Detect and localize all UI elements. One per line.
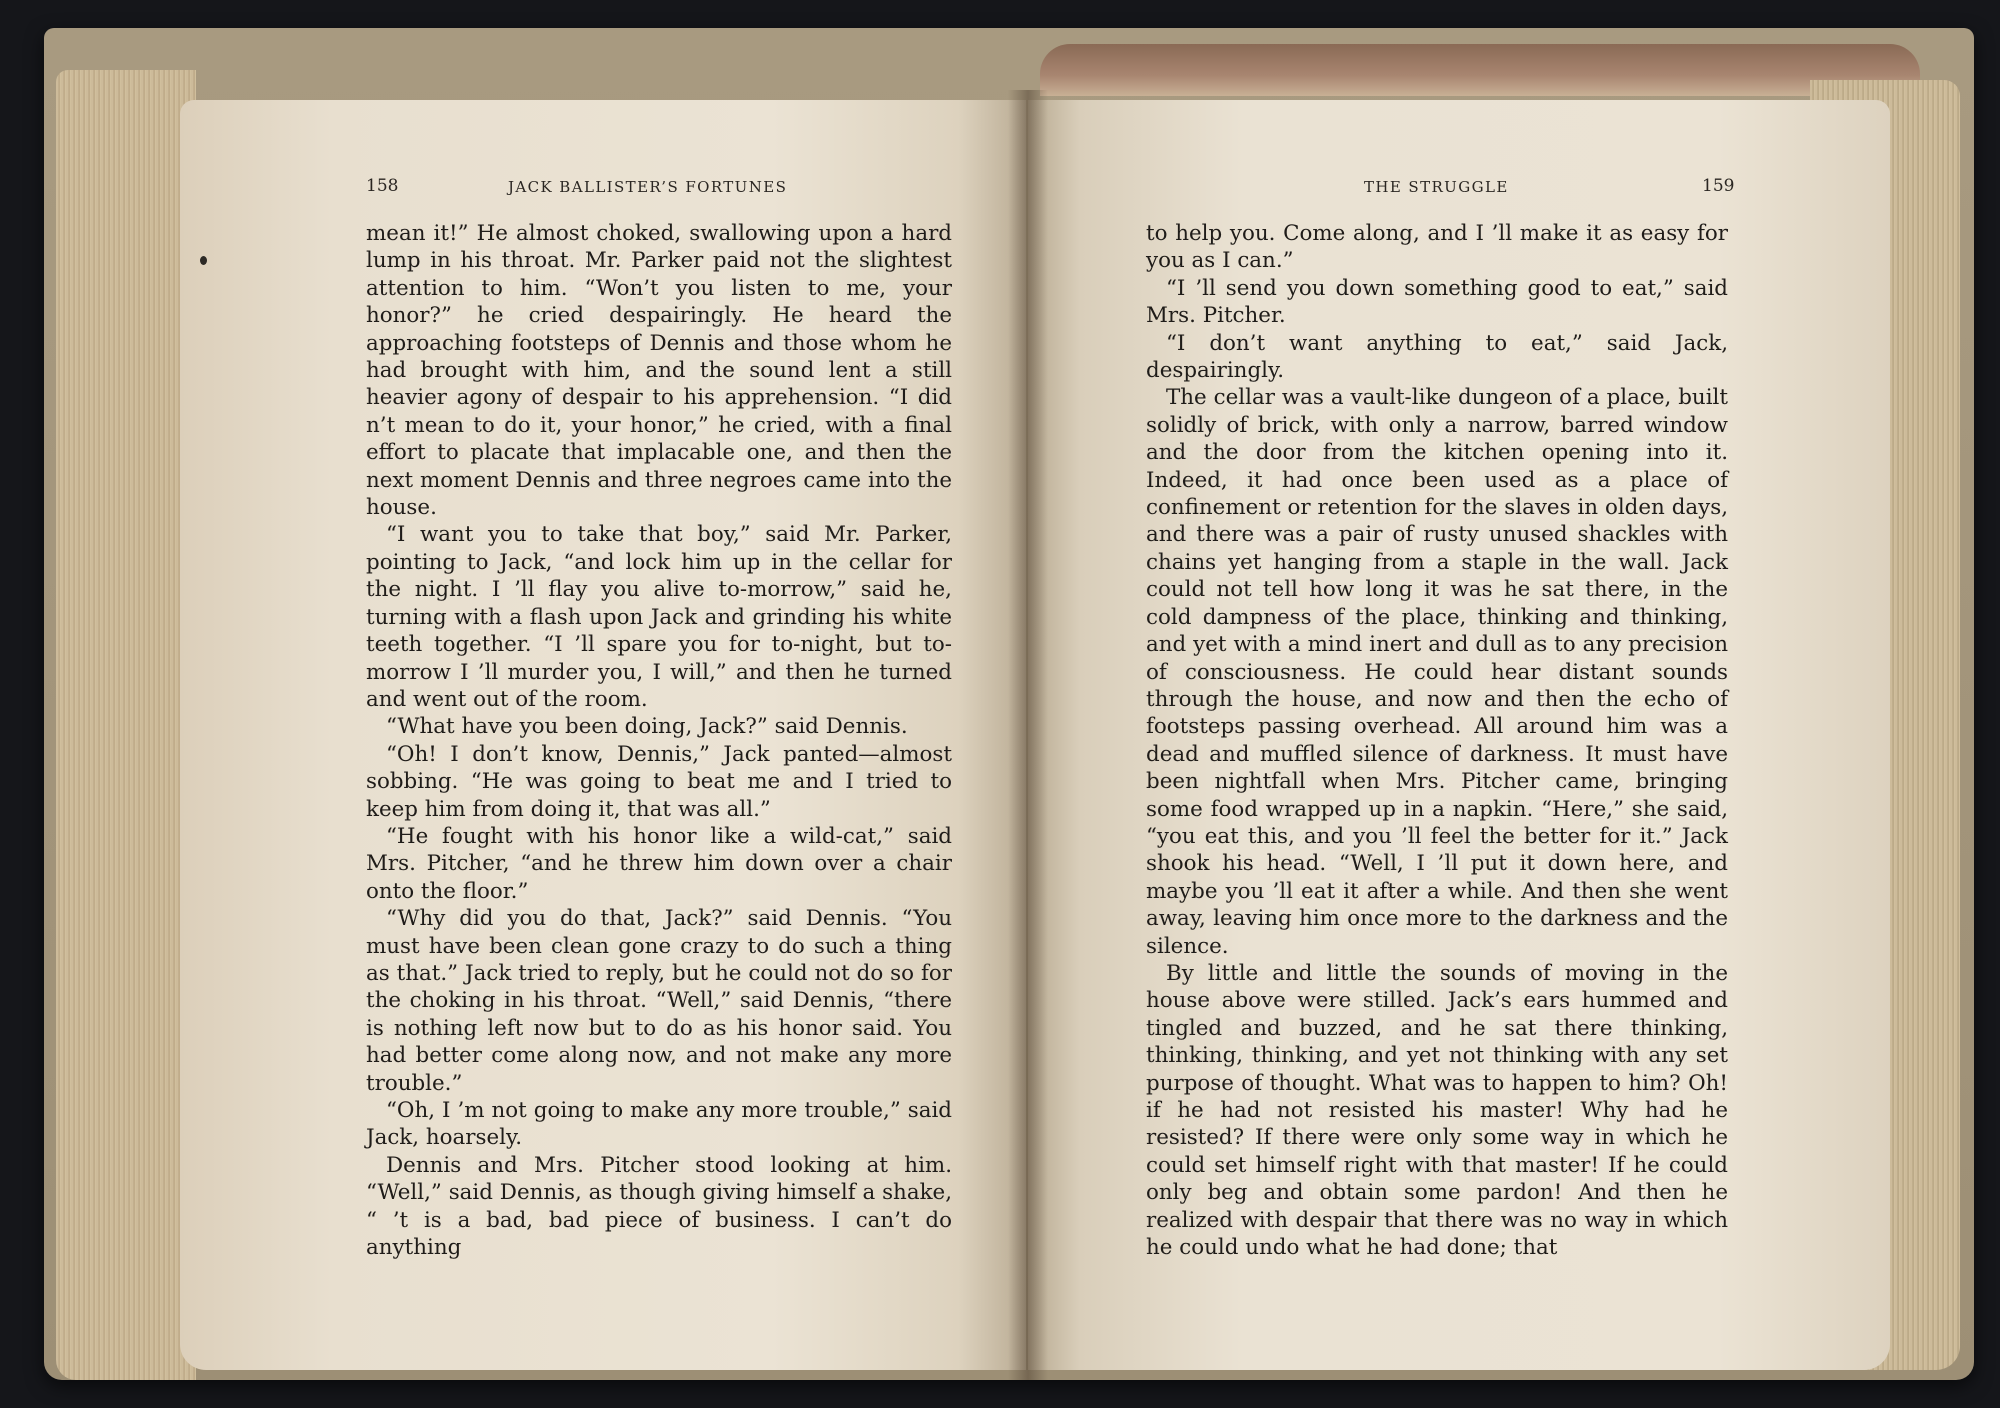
left-running-head: JACK BALLISTER’S FORTUNES <box>508 178 788 196</box>
left-page-header <box>366 176 806 200</box>
right-page-text <box>1146 220 1728 1261</box>
paragraph: The cellar was a vault-like dungeon of a place, built solidly of brick, with only a narrow, barred window and the door from the kitchen opening into it. Indeed, it had once been used as a place of confinement or retention for the slaves in olden days, and there was a pair of rusty unused shackles with chains yet hanging from a staple in the wall. Jack could not tell how long it was he sat there, in the cold dampness of the place, thinking and thinking, and yet with a mind inert and dull as to any precision of consciousness. He could hear distant sounds through the house, and now and then the echo of footsteps passing overhead. All around him was a dead and muffled silence of darkness. It must have been nightfall when Mrs. Pitcher came, bringing some food wrapped up in a napkin. “Here,” she said, “you eat this, and you ’ll feel the better for it.” Jack shook his head. “Well, I ’ll put it down here, and maybe you ’ll eat it after a while. And then she went away, leaving him once more to the darkness and the silence. <box>1146 385 1728 959</box>
paragraph: “I want you to take that boy,” said Mr. Parker, pointing to Jack, “and lock him up in the cellar for the night. I ’ll flay you alive to-morrow,” said he, turning with a flash upon Jack and grinding his white teeth together. “I ’ll spare you for to-night, but to-morrow I ’ll murder you, I will,” and then he turned and went out of the room. <box>366 522 952 712</box>
right-running-head: THE STRUGGLE <box>1364 178 1509 196</box>
paragraph: “He fought with his honor like a wild-cat,” said Mrs. Pitcher, “and he threw him down over a chair onto the floor.” <box>366 823 952 904</box>
ink-spot <box>200 256 207 265</box>
right-page-number: 159 <box>1702 176 1735 196</box>
paragraph: “What have you been doing, Jack?” said Dennis. <box>386 714 908 740</box>
paragraph: By little and little the sounds of moving in the house above were stilled. Jack’s ears hummed and tingled and buzzed, and he sat there thinking, thinking, thinking, and yet not thinking with any set purpose of thought. What was to happen to him? Oh! if he had not resisted his master! Why had he resisted? If there were only some way in which he could set himself right with that master! If he could only beg and obtain some pardon! And then he realized with despair that there was no way in which he could undo what he had done; that <box>1146 960 1728 1261</box>
right-page-header <box>1364 176 1735 200</box>
paragraph: “Oh, I ’m not going to make any more trouble,” said Jack, hoarsely. <box>366 1098 952 1151</box>
paragraph: “I don’t want anything to eat,” said Jack, despairingly. <box>1146 330 1728 384</box>
left-page-number: 158 <box>366 176 399 196</box>
paragraph: “Oh! I don’t know, Dennis,” Jack panted—almost sobbing. “He was going to beat me and I tried to keep him from doing it, that was all.” <box>366 741 952 822</box>
paragraph: “Why did you do that, Jack?” said Dennis. “You must have been clean gone crazy to do such a thing as that.” Jack tried to reply, but he could not do so for the choking in his throat. “Well,” said Dennis, “there is nothing left now but to do as his honor said. You had better come along now, and not make any more trouble.” <box>366 906 952 1096</box>
paragraph: “I ’ll send you down something good to eat,” said Mrs. Pitcher. <box>1146 275 1728 329</box>
paragraph: Dennis and Mrs. Pitcher stood looking at him. “Well,” said Dennis, as though giving himself a shake, “ ’t is a bad, bad piece of business. I can’t do anything <box>366 1152 952 1261</box>
top-page-edges <box>1040 44 1920 96</box>
paragraph: to help you. Come along, and I ’ll make it as easy for you as I can.” <box>1146 221 1728 274</box>
left-page-text <box>366 220 952 1261</box>
left-page-edges <box>56 70 196 1380</box>
paragraph: mean it!” He almost choked, swallowing upon a hard lump in his throat. Mr. Parker paid not the slightest attention to him. “Won’t you listen to me, your honor?” he cried despairingly. He heard the approaching footsteps of Dennis and those whom he had brought with him, and the sound lent a still heavier agony of despair to his apprehension. “I did n’t mean to do it, your honor,” he cried, with a final effort to placate that implacable one, and then the next moment Dennis and three negroes came into the house. <box>366 221 952 521</box>
book-gutter <box>1008 90 1048 1380</box>
